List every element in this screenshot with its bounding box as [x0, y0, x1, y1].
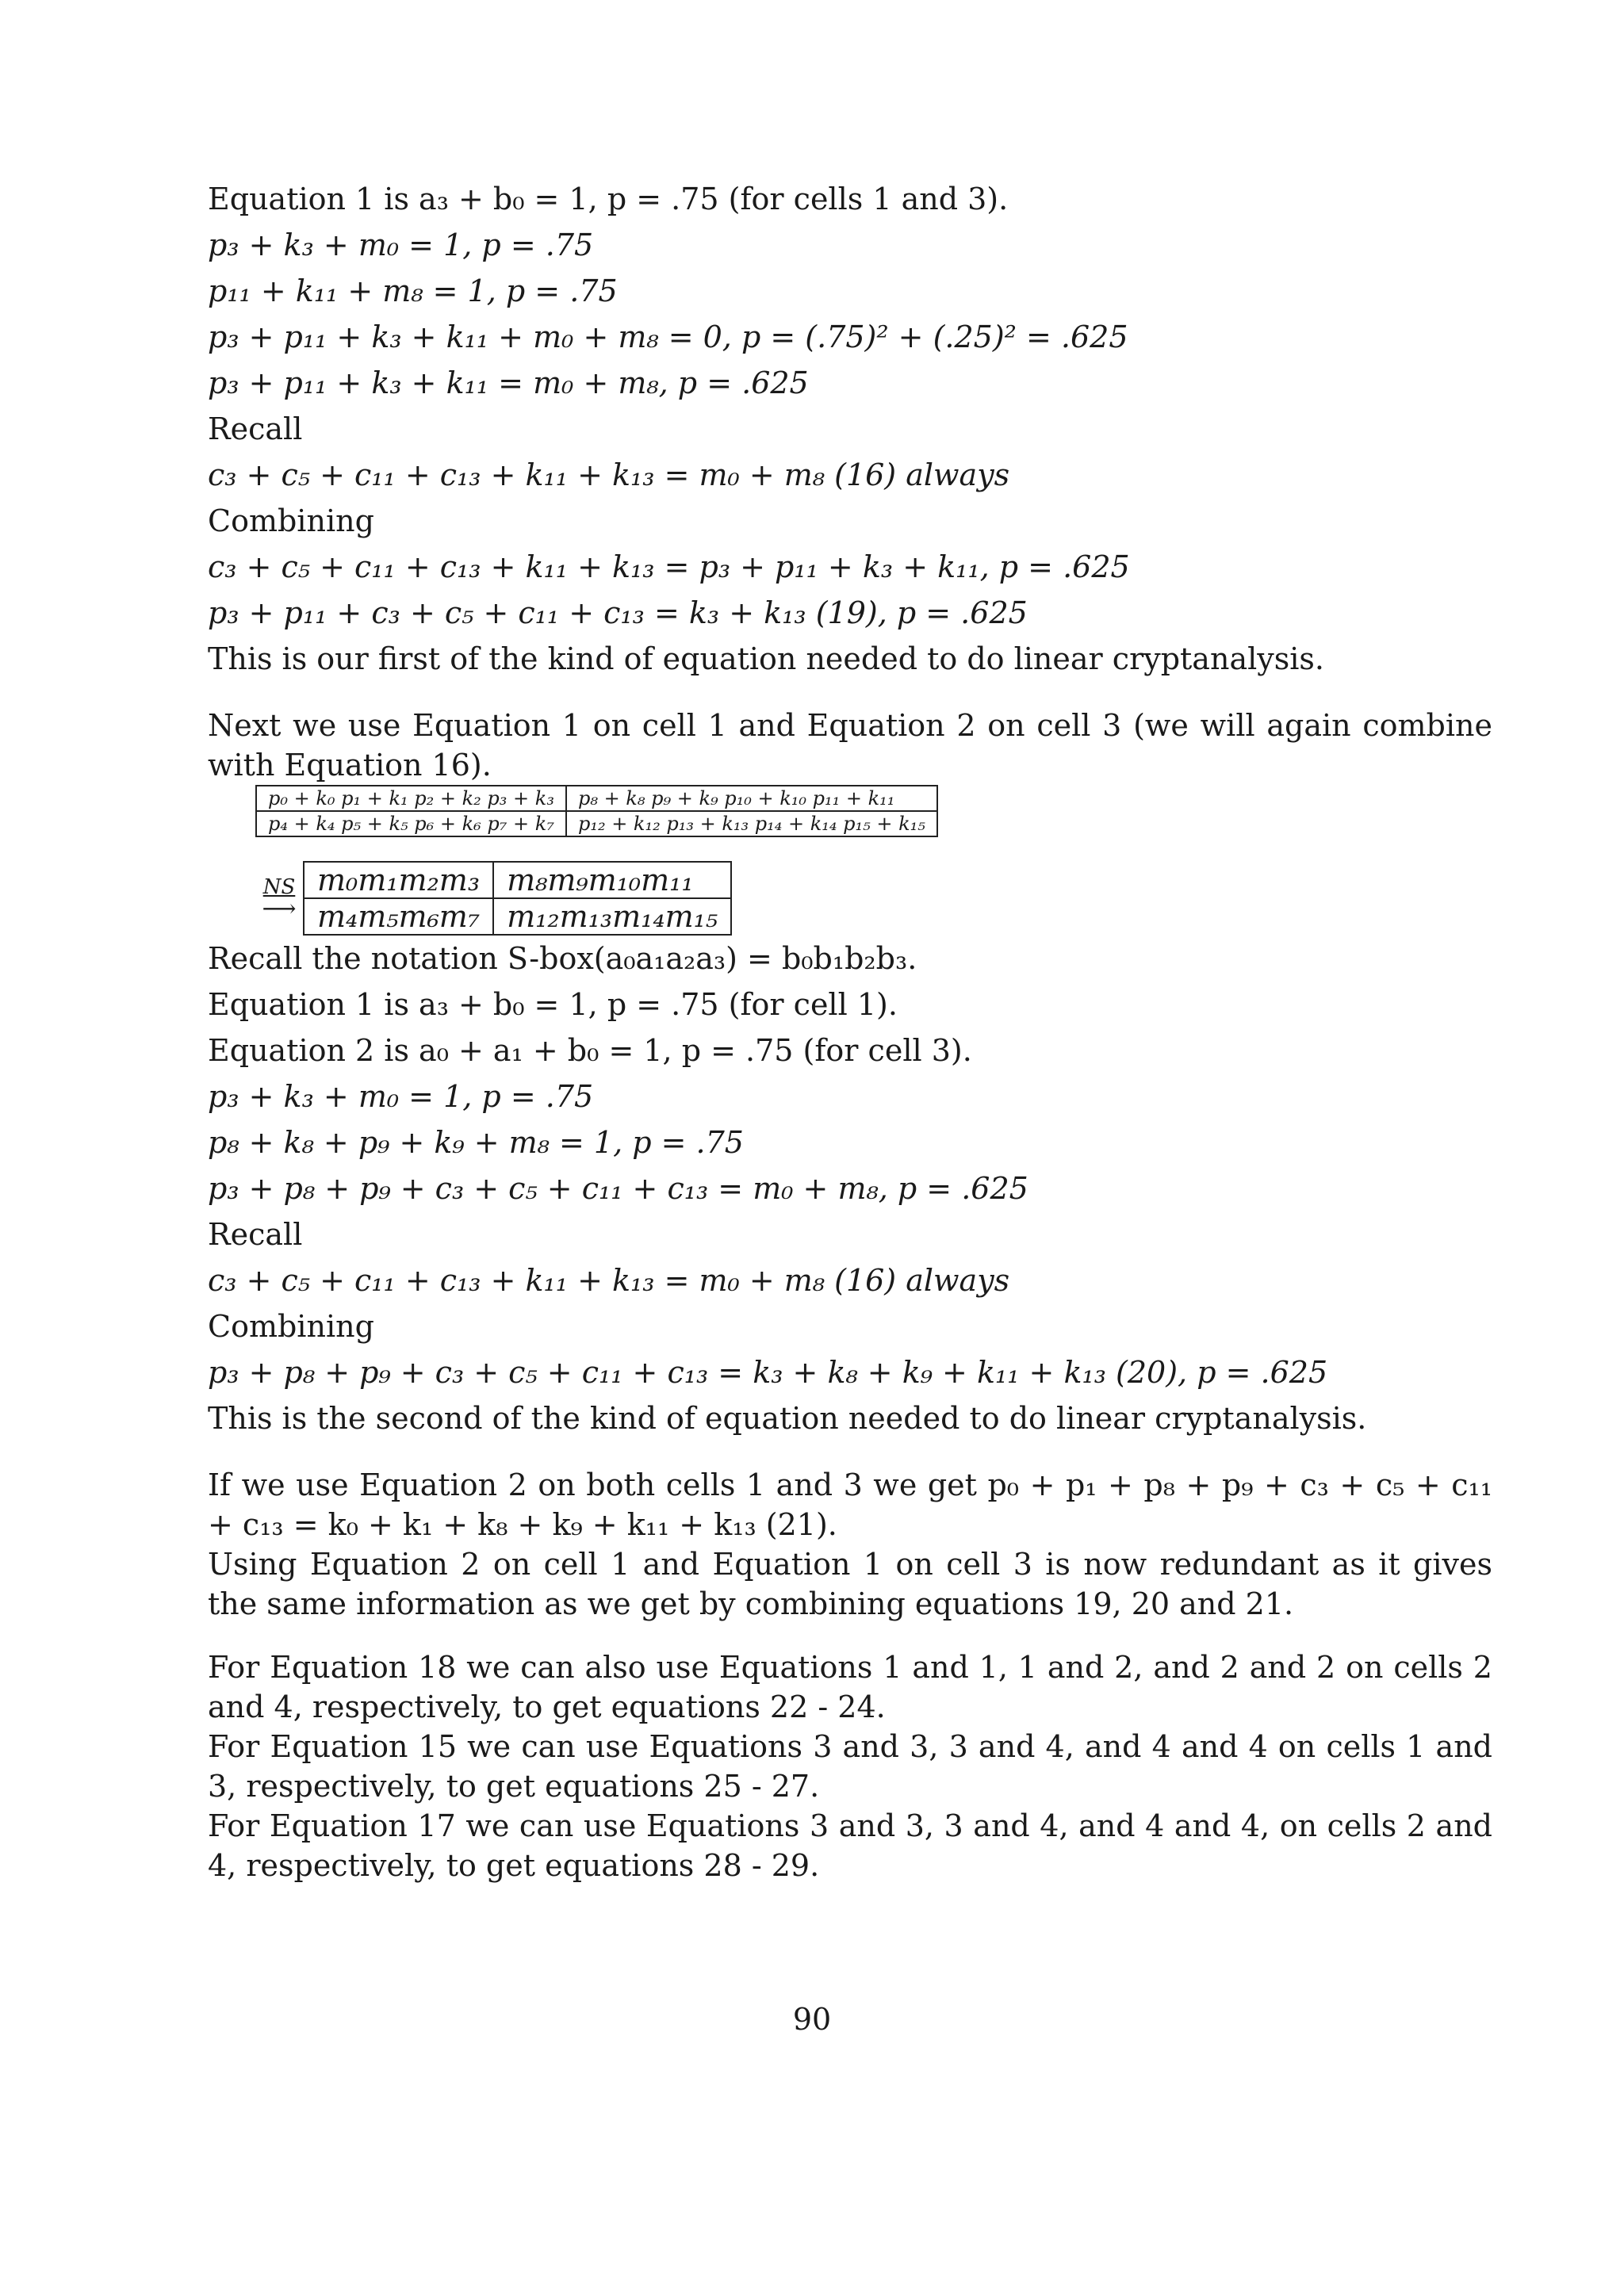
paragraph-eq15: For Equation 15 we can use Equations 3 and 3, 3 and 4, and 4 and 4 on cells 1 and 3, respectively, to get equations 25 - 27.	[208, 1729, 1492, 1804]
text-line: Recall	[208, 411, 303, 446]
right-arrow-icon: ⟶	[262, 895, 297, 923]
text-line: This is the second of the kind of equation needed to do linear cryptanalysis.	[208, 1401, 1367, 1436]
equation-line: p₃ + p₈ + p₉ + c₃ + c₅ + c₁₁ + c₁₃ = m₀ + m₈, p = .625	[208, 1171, 1028, 1206]
equation-line: p₁₁ + k₁₁ + m₈ = 1, p = .75	[208, 274, 618, 308]
paragraph-next: Next we use Equation 1 on cell 1 and Equation 2 on cell 3 (we will again combine with Equation 16).	[208, 708, 1492, 783]
table-cell: p₁₂ + k₁₂ p₁₃ + k₁₃ p₁₄ + k₁₄ p₁₅ + k₁₅	[566, 811, 937, 836]
table-cell: p₄ + k₄ p₅ + k₅ p₆ + k₆ p₇ + k₇	[256, 811, 566, 836]
text-line: Combining	[208, 503, 374, 538]
table-cell: p₀ + k₀ p₁ + k₁ p₂ + k₂ p₃ + k₃	[256, 786, 566, 811]
equation-line: p₃ + p₈ + p₉ + c₃ + c₅ + c₁₁ + c₁₃ = k₃ + k₈ + k₉ + k₁₁ + k₁₃ (20), p = .625	[208, 1355, 1328, 1390]
table-cell: p₈ + k₈ p₉ + k₉ p₁₀ + k₁₀ p₁₁ + k₁₁	[566, 786, 937, 811]
derivation-block-1	[208, 176, 1492, 682]
equation-line: p₃ + k₃ + m₀ = 1, p = .75	[208, 228, 594, 262]
equation-line: p₃ + k₃ + m₀ = 1, p = .75	[208, 1079, 594, 1114]
equation-line: p₃ + p₁₁ + c₃ + c₅ + c₁₁ + c₁₃ = k₃ + k₁₃ (19), p = .625	[208, 595, 1028, 630]
text-line: This is our first of the kind of equation needed to do linear cryptanalysis.	[208, 641, 1324, 676]
table-cell: m₈m₉m₁₀m₁₁	[493, 862, 731, 898]
table-cell: m₄m₅m₆m₇	[304, 898, 493, 935]
text-line: Recall	[208, 1217, 303, 1252]
equation-line: c₃ + c₅ + c₁₁ + c₁₃ + k₁₁ + k₁₃ = p₃ + p₁₁ + k₃ + k₁₁, p = .625	[208, 549, 1130, 584]
ns-output-table	[303, 861, 732, 936]
paragraph-eq17: For Equation 17 we can use Equations 3 and 3, 3 and 4, and 4 and 4, on cells 2 and 4, respectively, to get equations 28 - 29.	[208, 1808, 1492, 1883]
ns-mapping	[255, 861, 1492, 936]
ns-label	[255, 875, 303, 923]
text-line: Recall the notation S-box(a₀a₁a₂a₃) = b₀b₁b₂b₃.	[208, 941, 917, 976]
equation-line: c₃ + c₅ + c₁₁ + c₁₃ + k₁₁ + k₁₃ = m₀ + m₈ (16) always	[208, 1263, 1010, 1298]
derivation-block-2	[208, 936, 1492, 1441]
equation-line: Equation 1 is a₃ + b₀ = 1, p = .75 (for cell 1).	[208, 987, 898, 1022]
key-addition-table	[255, 785, 938, 837]
table-cell: m₀m₁m₂m₃	[304, 862, 493, 898]
equation-line: Equation 2 is a₀ + a₁ + b₀ = 1, p = .75 (for cell 3).	[208, 1033, 972, 1068]
ns-text: NS	[262, 875, 296, 899]
text-line: Combining	[208, 1309, 374, 1344]
paragraph-eq21: If we use Equation 2 on both cells 1 and 3 we get p₀ + p₁ + p₈ + p₉ + c₃ + c₅ + c₁₁ + c₁₃ = k₀ + k₁ + k₈ + k₉ + k₁₁ + k₁₃ (21).	[208, 1468, 1492, 1542]
equation-line: p₈ + k₈ + p₉ + k₉ + m₈ = 1, p = .75	[208, 1125, 744, 1160]
equation-line: Equation 1 is a₃ + b₀ = 1, p = .75 (for cells 1 and 3).	[208, 182, 1009, 216]
paragraph-eq18: For Equation 18 we can also use Equations 1 and 1, 1 and 2, and 2 and 2 on cells 2 and 4, respectively, to get equations 22 - 24.	[208, 1650, 1492, 1724]
page-content	[208, 176, 1492, 1885]
equation-line: c₃ + c₅ + c₁₁ + c₁₃ + k₁₁ + k₁₃ = m₀ + m₈ (16) always	[208, 457, 1010, 492]
table-cell: m₁₂m₁₃m₁₄m₁₅	[493, 898, 731, 935]
paragraph-redundant: Using Equation 2 on cell 1 and Equation 1 on cell 3 is now redundant as it gives the same information as we get by combining equations 19, 20 and 21.	[208, 1547, 1492, 1621]
page-number: 90	[792, 2002, 832, 2037]
equation-line: p₃ + p₁₁ + k₃ + k₁₁ + m₀ + m₈ = 0, p = (.75)² + (.25)² = .625	[208, 320, 1128, 354]
equation-line: p₃ + p₁₁ + k₃ + k₁₁ = m₀ + m₈, p = .625	[208, 365, 809, 400]
